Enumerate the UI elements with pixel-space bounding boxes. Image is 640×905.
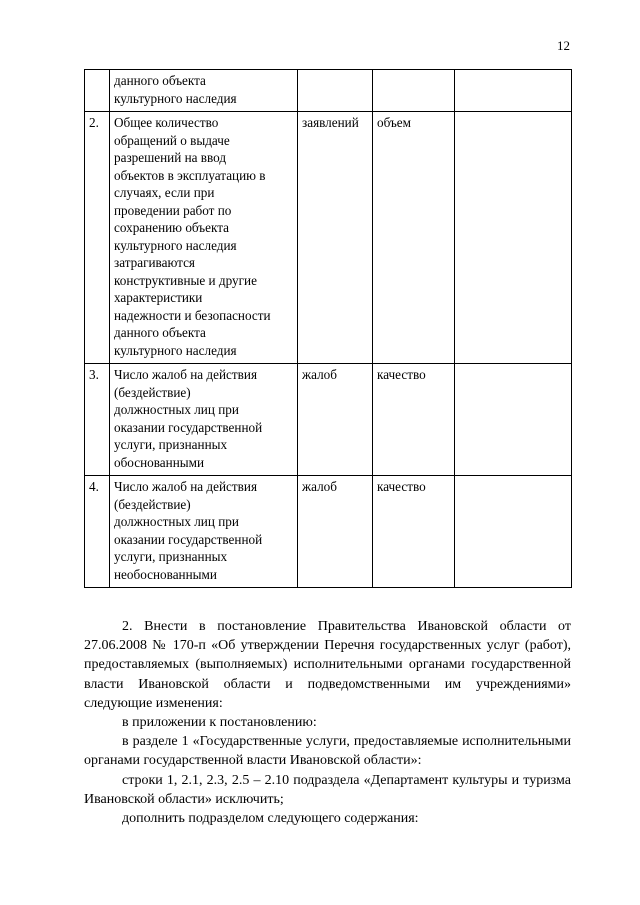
- indicator-line: должностных лиц при: [114, 402, 239, 417]
- measure-unit: [298, 70, 373, 112]
- extra-cell: [455, 364, 572, 476]
- indicator-line: культурного наследия: [114, 237, 237, 253]
- indicator-line: надежности и безопасности: [114, 307, 271, 323]
- indicator-line: необоснованными: [114, 566, 217, 582]
- extra-cell: [455, 112, 572, 364]
- indicator-type: качество: [373, 476, 455, 588]
- indicator-line: разрешений на ввод: [114, 150, 227, 165]
- document-body: [84, 617, 571, 828]
- indicator-line: Число жалоб на действия: [114, 367, 258, 382]
- indicator-line: данного объекта: [114, 325, 206, 340]
- indicator-name: [110, 476, 298, 588]
- indicator-type: объем: [373, 112, 455, 364]
- indicator-line: характеристики: [114, 290, 203, 305]
- indicator-line: затрагиваются: [114, 255, 195, 270]
- indicator-name: [110, 70, 298, 112]
- measure-unit: жалоб: [298, 364, 373, 476]
- indicator-name: [110, 364, 298, 476]
- indicator-line: конструктивные и другие: [114, 272, 257, 288]
- indicator-line: культурного наследия: [114, 90, 237, 106]
- indicator-line: оказании государственной: [114, 531, 263, 547]
- body-paragraph: 2. Внести в постановление Правительства Ивановской области от 27.06.2008 № 170-п «Об утверждении Перечня государственных услуг (работ), предоставляемых (выполняемых) исполнительными органами государственной власти Ивановской области и подведомственными им учреждениями» следующие изменения:: [84, 619, 571, 711]
- indicator-line: объектов в эксплуатацию в: [114, 167, 266, 183]
- body-paragraph: дополнить подразделом следующего содержания:: [122, 811, 419, 827]
- row-number: 2.: [85, 112, 110, 364]
- indicator-line: сохранению объекта: [114, 220, 229, 235]
- extra-cell: [455, 476, 572, 588]
- indicator-line: оказании государственной: [114, 419, 263, 435]
- indicator-line: случаях, если при: [114, 185, 215, 200]
- indicator-line: Общее количество: [114, 115, 219, 130]
- row-number: [85, 70, 110, 112]
- indicator-type: [373, 70, 455, 112]
- table-row: [85, 476, 572, 588]
- indicator-line: Число жалоб на действия: [114, 479, 258, 494]
- table-row: [85, 112, 572, 364]
- indicator-line: культурного наследия: [114, 342, 237, 358]
- indicator-line: услуги, признанных: [114, 549, 228, 564]
- indicator-line: (бездействие): [114, 496, 191, 512]
- indicator-line: обоснованными: [114, 454, 205, 470]
- measure-unit: жалоб: [298, 476, 373, 588]
- indicator-line: услуги, признанных: [114, 437, 228, 452]
- indicator-table: [84, 69, 572, 588]
- body-paragraph: в приложении к постановлению:: [122, 715, 317, 731]
- measure-unit: заявлений: [298, 112, 373, 364]
- body-paragraph: в разделе 1 «Государственные услуги, предоставляемые исполнительными органами государственной власти Ивановской области»:: [84, 734, 571, 769]
- extra-cell: [455, 70, 572, 112]
- table-row: [85, 70, 572, 112]
- indicator-line: (бездействие): [114, 384, 191, 400]
- body-paragraph: строки 1, 2.1, 2.3, 2.5 – 2.10 подраздела «Департамент культуры и туризма Ивановской области» исключить;: [84, 772, 571, 807]
- indicator-name: [110, 112, 298, 364]
- page-number: 12: [557, 38, 570, 53]
- table-row: [85, 364, 572, 476]
- indicator-line: проведении работ по: [114, 202, 232, 218]
- indicator-line: должностных лиц при: [114, 514, 239, 529]
- row-number: 3.: [85, 364, 110, 476]
- indicator-line: данного объекта: [114, 73, 206, 88]
- indicator-line: обращений о выдаче: [114, 132, 230, 148]
- indicator-type: качество: [373, 364, 455, 476]
- row-number: 4.: [85, 476, 110, 588]
